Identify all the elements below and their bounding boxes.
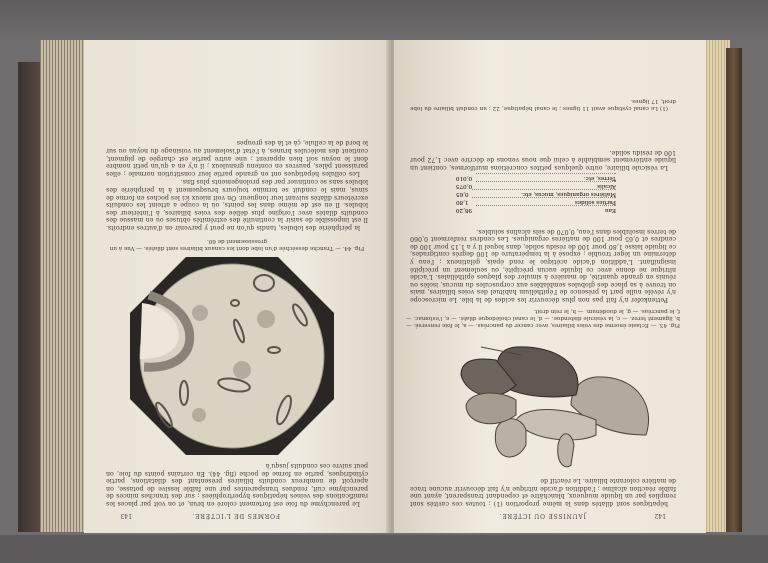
figure-44-caption: Fig. 44. — Tranche desséchée d'un lobe dont les canaux biliaires sont dilatés. — Vue à un grossissement de 60.	[109, 238, 365, 251]
figure-43-caption: Fig. 43. — Ectasie énorme des voies biliaires, avec cancer du pancréas. — a, le foie renversé. — b, ligament terez. — c, la vésicule distendue. — d, le canal cholédoque dilaté. — e, l'estomac. — f, le pancréas. — g, le duodénum. — h, le rein droit.	[406, 308, 680, 328]
page-edges-left	[40, 40, 88, 532]
paragraph-middle: Pettenkofer n'y fait pas non plus découvrir les acides de la bile. Le microscope n'y révèle nulle part la présence de l'épithélium habituel des voies biliaires, mais on trouve à sa place des globules semblables aux corpuscules du mucus, isolés ou réunis en grande quantité, de manière à simuler des plaques épithéliales. L'acide nitrique ne donne avec ce liquide aucun précipité, ou seulement un précipité insignifiant. L'addition d'acide acétique le rend épais, gélatineux ; l'eau y détermine un léger trouble ; exposé à la température de 100 degrés centigrades, ce liquide laisse 1,80 pour 100 de résidu solide, dans lequel il y a 1,15 pour 100 de cendres et 0,65 pour 100 de matières organiques. Les cendres renferment 0,060 de terres insolubles dans l'eau, 0,070 de sels alcalins solubles.	[410, 227, 676, 303]
paragraph-top: Le parenchyme du foie est fortement coloré en brun, et on voit par places les ramifications des veines hépatiques hypertrophiées ; sur des tranches minces de parenchyme cuit, rendues transparentes par une faible lessive de potasse, on aperçoit de nombreux conduits biliaires présentant des dilatations, partie cylindriques, partie en forme de poche (fig. 44). En certains points du foie, on peut suivre ces conduits jusqu'à	[106, 462, 368, 507]
page-number: 142	[654, 512, 666, 519]
analysis-table	[456, 173, 616, 213]
liver-illustration	[436, 335, 666, 475]
paragraph-bottom: La vésicule biliaire, outre quelques petites concrétions muriformes, contient un liquide entièrement semblable à celui que nous venons de décrire avec 1,72 pour 100 de résidu solide.	[410, 148, 676, 171]
background-top	[0, 0, 768, 40]
running-head: JAUNISSE OU ICTÈRE.	[498, 512, 586, 519]
paragraph-bottom: la périphérie des lobules, tandis qu'on ne peut y parvenir en d'autres endroits. Il est impossible de saisir la continuité des extrémités obtuses ou en massue des conduits dilatés avec l'origine plus déliée des voies biliaires, à l'intérieur des lobules. Il en est de même dans les points, où la coupe a atteint les conduits excréteurs dilatés suivant leur longueur. On voit mieux ici les poches en forme de sinus, mais le conduit se termine toujours brusquement à la périphérie des lobules sans se continuer par des prolongements plus fins. Les cellules hépatiques ont en grande partie leur constitution normale ; elles paraissent pâles, pauvres en contenu granuleux ; il n'y en a qu'un petit nombre dont le noyau soit bien apparent ; une autre partie est chargée de pigment, contient des molécules brunes, à l'état d'isolement au voisinage du noyau ou sur le bord de la cellule, çà et là des groupes	[106, 139, 368, 231]
microscope-figure	[130, 257, 334, 455]
background-bottom	[0, 535, 768, 563]
book-cover-right	[726, 48, 742, 532]
running-head: FORMES DE L'ICTÈRE.	[191, 512, 280, 519]
table-row: Parties solides 1,80	[456, 199, 616, 205]
table-row: Matières organiques, mucus, etc. 0,65	[456, 191, 616, 197]
table-row: Eau 98,20	[456, 207, 616, 213]
right-page	[394, 40, 706, 533]
table-row: Alcalis 0,075	[456, 183, 616, 189]
table-row: Terres, etc. 0,010	[456, 175, 616, 181]
left-page	[84, 40, 390, 533]
paragraph-top: hépatiques sont dilatés dans la même proportion (1) ; toutes ces cavités sont remplies par un liquide muqueux, blanchâtre et cependant transparent, ayant une faible réaction alcaline ; l'addition d'acide nitrique n'y fait découvrir aucune trace de matière colorante biliaire. Le réactif de	[410, 477, 676, 507]
page-number: 143	[120, 512, 132, 519]
footnote: (1) Le canal cystique avait 11 lignes ; le canal hépatique, 22 ; un conduit biliaire du lobe droit, 17 lignes.	[410, 98, 676, 111]
